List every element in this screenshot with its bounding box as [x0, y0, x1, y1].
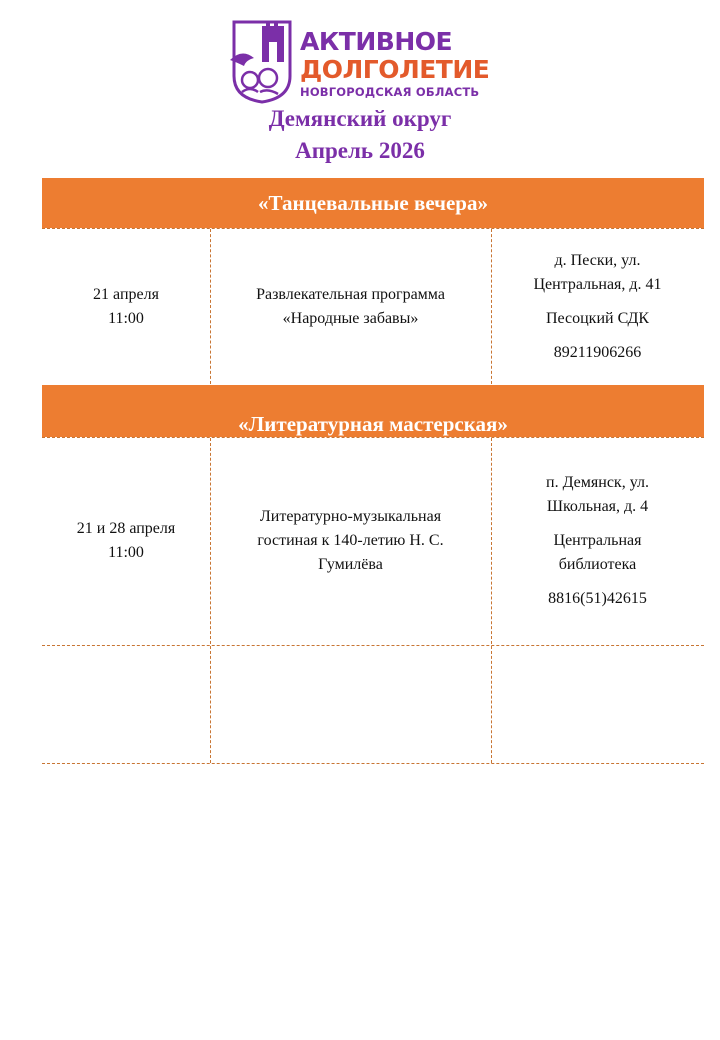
address-line: д. Пески, ул. — [554, 251, 641, 269]
event-cell — [210, 438, 491, 644]
phone-number: 89211906266 — [553, 343, 642, 361]
section-header-literary-workshop: «Литературная мастерская» — [42, 385, 704, 437]
logo-emblem-icon — [228, 18, 296, 104]
event-date: 21 апреля — [93, 285, 159, 303]
location-cell — [491, 438, 704, 644]
event-title-line: Литературно-музыкальная — [259, 508, 442, 525]
event-title-line: «Народные забавы» — [282, 309, 419, 327]
event-cell — [210, 229, 491, 384]
event-title-line: гостиная к 140-летию Н. С. — [257, 532, 444, 549]
phone-number: 8816(51)42615 — [548, 590, 647, 607]
address-line: п. Демянск, ул. — [546, 474, 649, 491]
event-time: 11:00 — [108, 544, 144, 561]
logo-text — [300, 28, 489, 99]
venue-name: Центральная — [553, 532, 642, 549]
date-cell — [42, 229, 210, 384]
venue-name: Песоцкий СДК — [545, 309, 650, 327]
address-line: Школьная, д. 4 — [546, 498, 649, 515]
divider — [42, 763, 704, 764]
event-title-line: Развлекательная программа — [256, 285, 445, 303]
address-line: Центральная, д. 41 — [533, 275, 662, 293]
logo-line-region: НОВГОРОДСКАЯ ОБЛАСТЬ — [300, 85, 480, 99]
logo-line-active: АКТИВНОЕ — [300, 27, 453, 56]
event-date: 21 и 28 апреля — [76, 520, 176, 537]
empty-table-row — [42, 646, 704, 763]
location-cell — [491, 229, 704, 384]
table-row — [42, 438, 704, 644]
column-divider — [210, 646, 211, 763]
logo-line-longevity: ДОЛГОЛЕТИЕ — [300, 55, 490, 84]
column-divider — [491, 646, 492, 763]
district-title: Демянский округ — [268, 106, 452, 131]
table-row — [42, 229, 704, 384]
event-time: 11:00 — [108, 309, 144, 327]
date-cell — [42, 438, 210, 644]
event-title-line: Гумилёва — [318, 556, 383, 573]
month-title: Апрель 2026 — [295, 138, 425, 163]
section-header-dance-evenings: «Танцевальные вечера» — [42, 178, 704, 228]
venue-name: библиотека — [558, 556, 637, 573]
